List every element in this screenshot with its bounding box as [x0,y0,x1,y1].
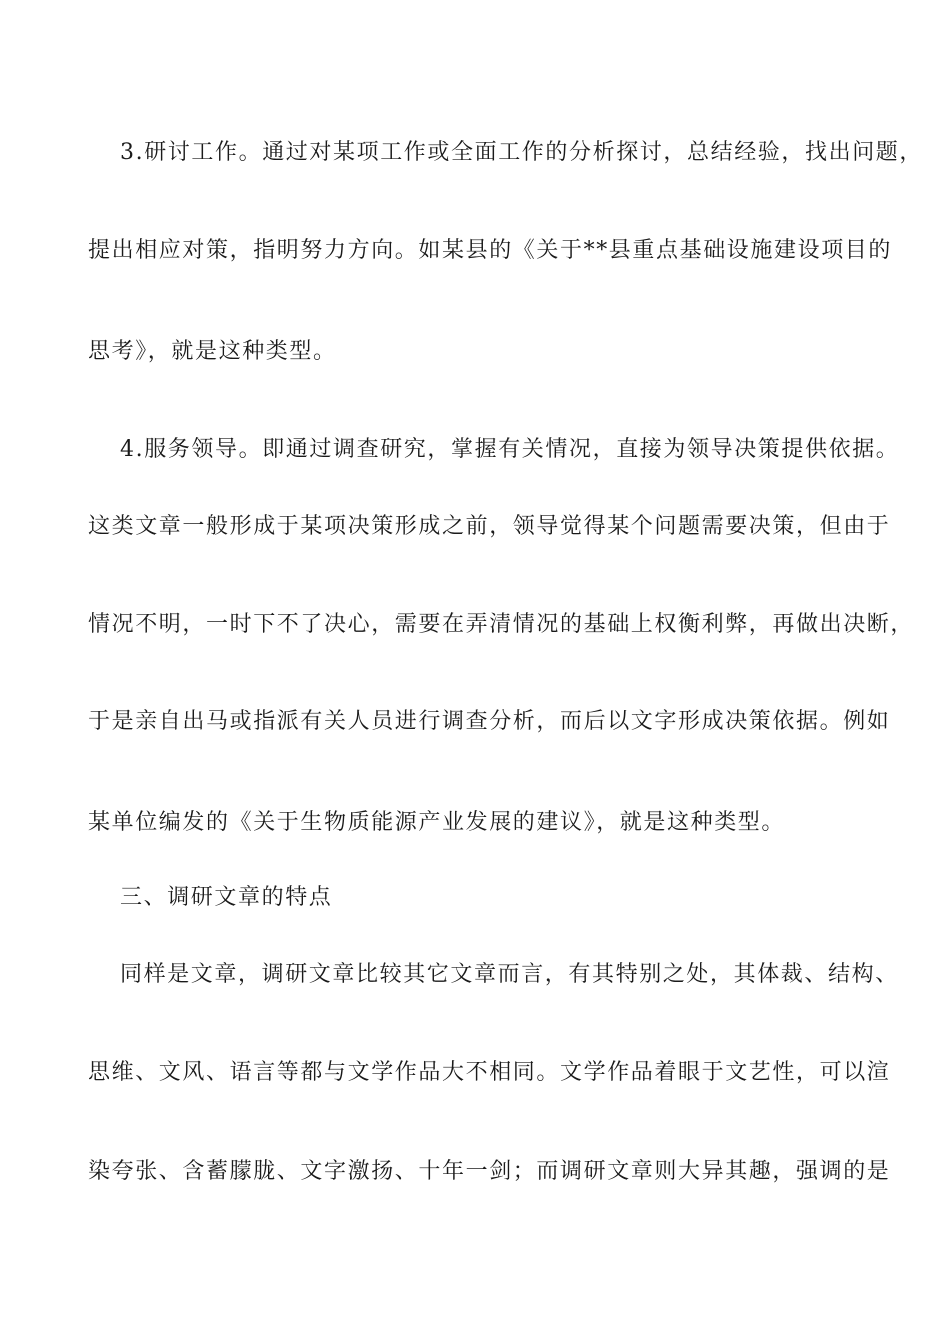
paragraph-4-line-2: 这类文章一般形成于某项决策形成之前，领导觉得某个问题需要决策，但由于 [88,514,891,539]
paragraph-3-line-3: 思考》，就是这种类型。 [88,339,337,364]
paragraph-4-line-5: 某单位编发的《关于生物质能源产业发展的建议》，就是这种类型。 [88,810,786,835]
paragraph-4-line-3: 情况不明，一时下不了决心，需要在弄清情况的基础上权衡利弊，再做出决断， [88,612,915,637]
paragraph-5-line-3: 染夸张、含蓄朦胧、文字激扬、十年一剑；而调研文章则大异其趣，强调的是 [88,1159,891,1184]
paragraph-5-line-2: 思维、文风、语言等都与文学作品大不相同。文学作品着眼于文艺性，可以渲 [88,1060,891,1085]
section-heading: 三、调研文章的特点 [120,885,333,910]
paragraph-5-line-1: 同样是文章，调研文章比较其它文章而言，有其特别之处，其体裁、结构、 [120,962,899,987]
paragraph-4-line-1: 4.服务领导。即通过调查研究，掌握有关情况，直接为领导决策提供依据。 [120,437,900,462]
paragraph-3-line-2: 提出相应对策，指明努力方向。如某县的《关于**县重点基础设施建设项目的 [88,238,893,263]
paragraph-4-line-4: 于是亲自出马或指派有关人员进行调查分析，而后以文字形成决策依据。例如 [88,709,891,734]
paragraph-3-line-1: 3.研讨工作。通过对某项工作或全面工作的分析探讨，总结经验，找出问题， [120,140,923,165]
